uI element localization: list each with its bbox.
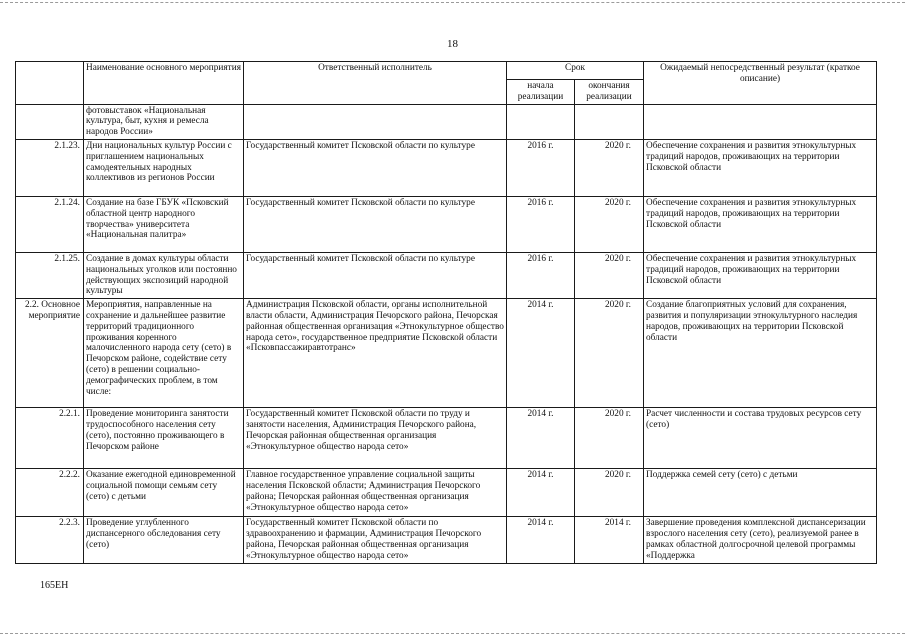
row-executor: Государственный комитет Псковской области по труду и занятости населения, Администрация Печорского района, Печорская районная общественная организация «Этнокультурное общество народа сето» — [244, 408, 507, 469]
table-row — [16, 104, 877, 139]
header-start: начала реализации — [507, 80, 575, 105]
row-name: Дни национальных культур России с приглашением национальных самодеятельных народных коллективов из регионов России — [84, 139, 244, 196]
row-end: 2014 г. — [575, 517, 644, 564]
row-executor: Государственный комитет Псковской области по культуре — [244, 252, 507, 298]
table-row — [16, 196, 877, 252]
row-name: фотовыставок «Национальная культура, быт, кухня и ремесла народов России» — [84, 104, 244, 139]
scan-edge-top — [0, 2, 905, 3]
row-name: Проведение углубленного диспансерного обследования сету (сето) — [84, 517, 244, 564]
footer-document-code: 165ЕН — [40, 580, 69, 591]
table-row — [16, 252, 877, 298]
row-executor: Главное государственное управление социальной защиты населения Псковской области; Администрация Печорского района; Печорская районная общественная организация «Этнокультурное общество народа сето» — [244, 469, 507, 517]
row-name: Мероприятия, направленные на сохранение и дальнейшее развитие территорий традиционного проживания коренного малочисленного народа сету (сето) в Печорском районе, содействие сету (сето) в решении социально-демографических проблем, в том числе: — [84, 299, 244, 408]
header-name: Наименование основного мероприятия — [84, 62, 244, 105]
row-end: 2020 г. — [575, 252, 644, 298]
row-end — [575, 104, 644, 139]
header-executor: Ответственный исполнитель — [244, 62, 507, 105]
page-number: 18 — [447, 38, 458, 50]
row-number: 2.1.25. — [16, 252, 84, 298]
row-start: 2014 г. — [507, 469, 575, 517]
table-row — [16, 408, 877, 469]
table-row — [16, 517, 877, 564]
row-name: Создание в домах культуры области национальных уголков или постоянно действующих экспозиций народной культуры — [84, 252, 244, 298]
row-result: Обеспечение сохранения и развития этнокультурных традиций народов, проживающих на территории Псковской области — [644, 196, 877, 252]
row-end: 2020 г. — [575, 139, 644, 196]
row-end: 2020 г. — [575, 408, 644, 469]
row-number: 2.1.24. — [16, 196, 84, 252]
row-result: Поддержка семей сету (сето) с детьми — [644, 469, 877, 517]
row-start: 2014 г. — [507, 517, 575, 564]
row-start: 2014 г. — [507, 299, 575, 408]
table-row — [16, 139, 877, 196]
row-result: Расчет численности и состава трудовых ресурсов сету (сето) — [644, 408, 877, 469]
row-executor: Государственный комитет Псковской области по здравоохранению и фармации, Администрация Печорского района, Печорская районная общественная организация «Этнокультурное общество народа сето» — [244, 517, 507, 564]
row-number: 2.2. Основное мероприятие — [16, 299, 84, 408]
row-name: Создание на базе ГБУК «Псковский областной центр народного творчества» университета «Национальная палитра» — [84, 196, 244, 252]
row-executor: Государственный комитет Псковской области по культуре — [244, 139, 507, 196]
row-result — [644, 104, 877, 139]
row-result: Обеспечение сохранения и развития этнокультурных традиций народов, проживающих на территории Псковской области — [644, 139, 877, 196]
row-number: 2.2.1. — [16, 408, 84, 469]
header-term: Срок — [507, 62, 644, 80]
row-start: 2016 г. — [507, 196, 575, 252]
row-start: 2016 г. — [507, 252, 575, 298]
header-number — [16, 62, 84, 105]
events-table — [15, 61, 877, 564]
row-end: 2020 г. — [575, 469, 644, 517]
row-number — [16, 104, 84, 139]
header-end: окончания реализации — [575, 80, 644, 105]
row-result: Завершение проведения комплексной диспансеризации взрослого населения сету (сето), реализуемой ранее в рамках областной долгосрочной целевой программы «Поддержка — [644, 517, 877, 564]
row-end: 2020 г. — [575, 196, 644, 252]
row-executor — [244, 104, 507, 139]
row-name: Оказание ежегодной единовременной социальной помощи семьям сету (сето) с детьми — [84, 469, 244, 517]
row-start — [507, 104, 575, 139]
scan-edge-bottom — [0, 633, 905, 634]
header-result: Ожидаемый непосредственный результат (краткое описание) — [644, 62, 877, 105]
row-start: 2016 г. — [507, 139, 575, 196]
table-row — [16, 299, 877, 408]
row-number: 2.1.23. — [16, 139, 84, 196]
row-start: 2014 г. — [507, 408, 575, 469]
row-number: 2.2.2. — [16, 469, 84, 517]
row-end: 2020 г. — [575, 299, 644, 408]
row-executor: Государственный комитет Псковской области по культуре — [244, 196, 507, 252]
row-number: 2.2.3. — [16, 517, 84, 564]
row-result: Создание благоприятных условий для сохранения, развития и популяризации этнокультурного наследия народов, проживающих на территории Псковской области — [644, 299, 877, 408]
row-executor: Администрация Псковской области, органы исполнительной власти области, Администрация Печорского района, Печорская районная общественная организация «Этнокультурное общество народа сето», государственное предприятие Псковской области «Псковпассажиравтотранс» — [244, 299, 507, 408]
table-row — [16, 469, 877, 517]
row-result: Обеспечение сохранения и развития этнокультурных традиций народов, проживающих на территории Псковской области — [644, 252, 877, 298]
row-name: Проведение мониторинга занятости трудоспособного населения сету (сето), постоянно проживающего в Печорском районе — [84, 408, 244, 469]
